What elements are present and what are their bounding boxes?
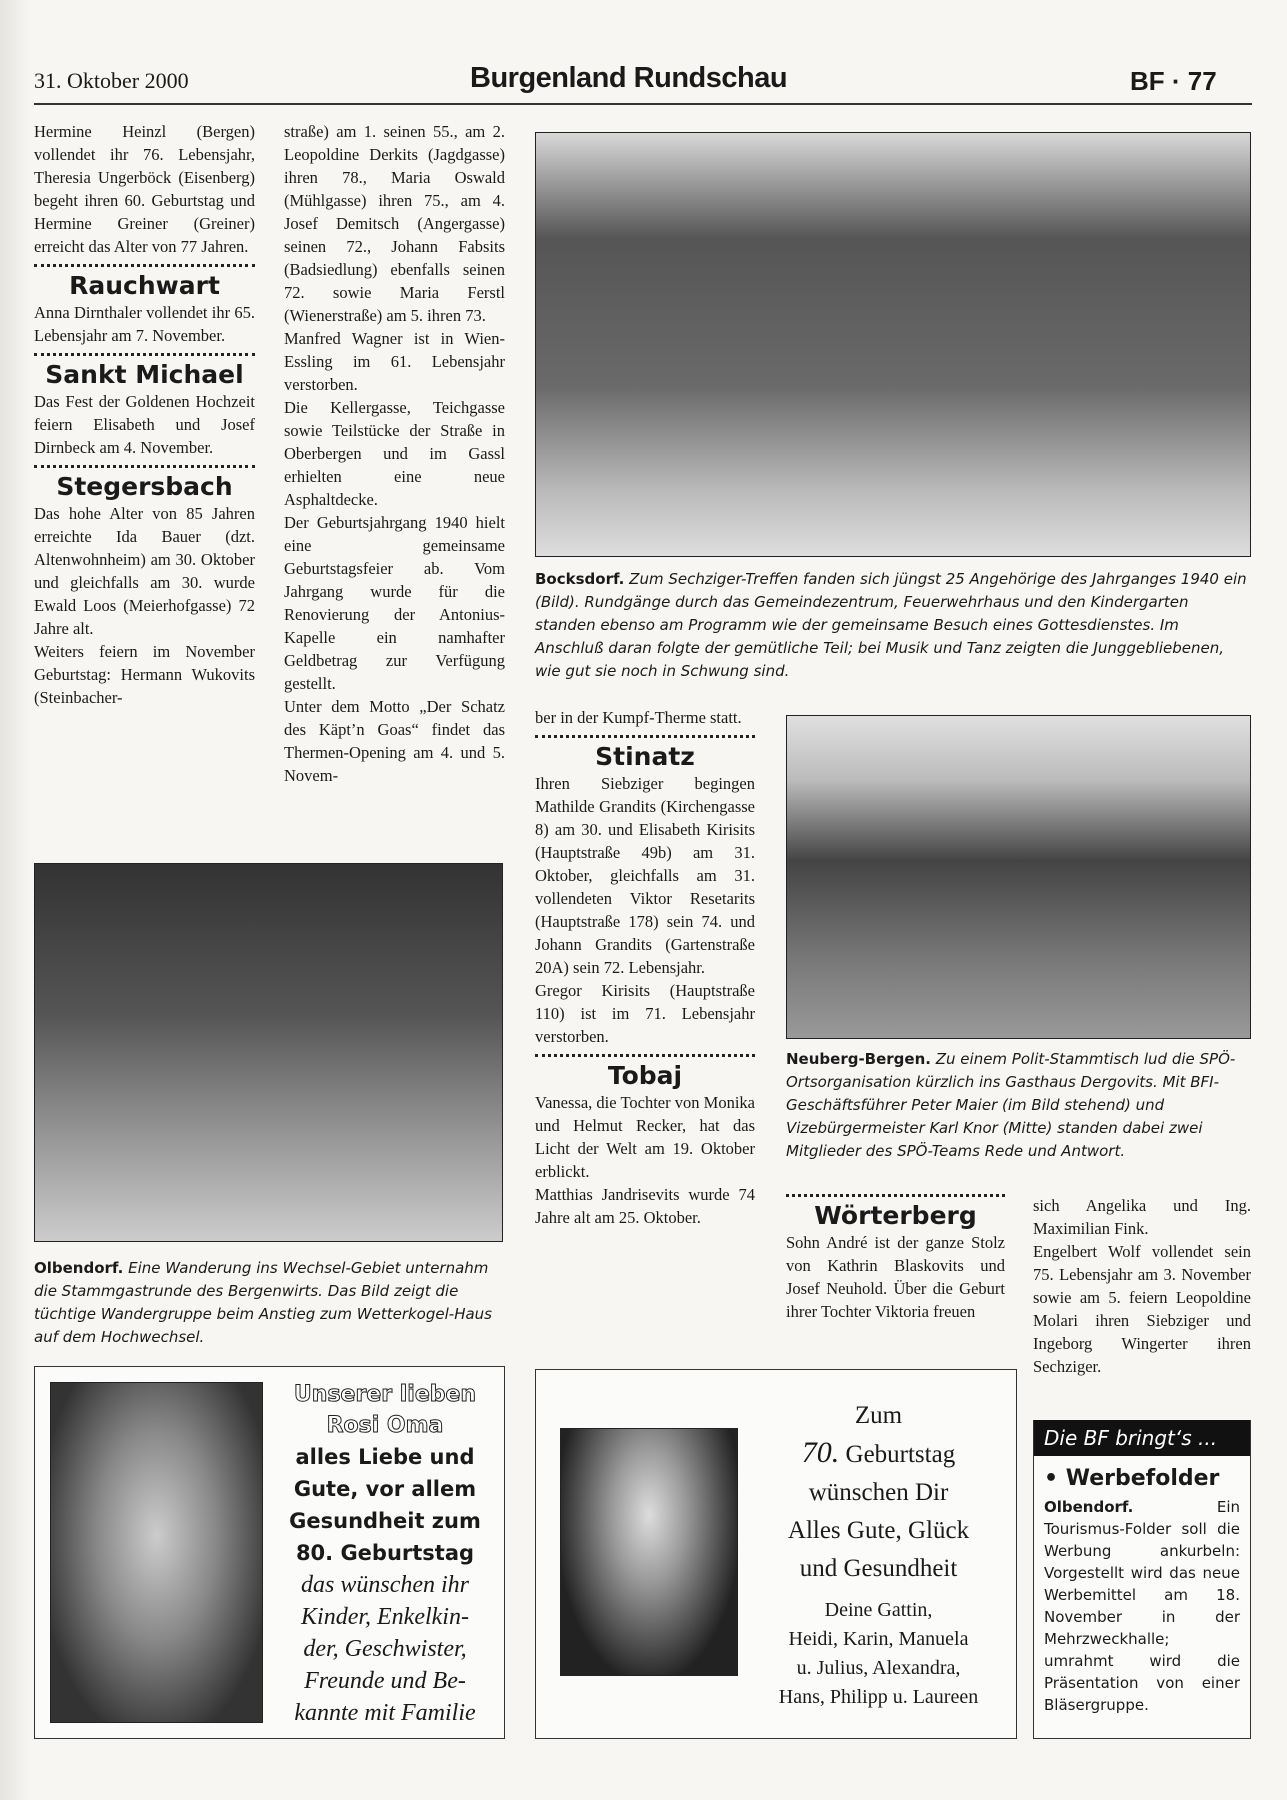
ad-line: kannte mit Familie xyxy=(294,1700,476,1726)
ad-line: Gute, vor allem xyxy=(293,1477,477,1501)
ad-line: Kinder, Enkelkin- xyxy=(301,1604,469,1630)
bf-bringts-box xyxy=(1033,1420,1251,1739)
article-text: Das hohe Alter von 85 Jahren erreichte Ida Bauer (dzt. Altenwohnheim) am 30. Oktober und gleichfalls am 30. wurde Ewald Loos (Meierhofgasse) 72 Jahre alt. xyxy=(34,504,255,638)
birthday-ad-70 xyxy=(535,1369,1017,1739)
box-heading: • Werbefolder xyxy=(1044,1466,1220,1491)
divider xyxy=(535,1054,755,1057)
article-text: Anna Dirnthaler vollendet ihr 65. Lebensjahr am 7. November. xyxy=(34,303,255,345)
man-portrait-photo xyxy=(560,1428,738,1676)
woerterberg-column xyxy=(786,1194,1005,1323)
caption-place: Bocksdorf. xyxy=(535,570,625,588)
issue-date: 31. Oktober 2000 xyxy=(34,68,189,93)
article-text: Ihren Siebziger begingen Mathilde Grandits (Kirchengasse 8) am 30. und Elisabeth Kirisits (Hauptstraße 49b) am 31. Oktober, gleichfalls am 31. vollendeten Viktor Resetarits (Hauptstraße 178) sein 74. und Johann Grandits (Gartenstraße 20A) sein 72. Lebensjahr. xyxy=(535,774,755,977)
header-rule xyxy=(34,103,1252,105)
ad-signature: u. Julius, Alexandra, xyxy=(796,1657,961,1679)
oma-portrait-photo xyxy=(50,1382,263,1723)
caption-place: Neuberg-Bergen. xyxy=(786,1050,931,1068)
article-text: Engelbert Wolf vollendet sein 75. Lebensjahr am 3. November sowie am 5. feiern Leopoldine Molari ihren Siebziger und Ingeborg Wingerter ihren Sechziger. xyxy=(1033,1242,1251,1376)
ad-text xyxy=(270,1379,500,1729)
olbendorf-caption xyxy=(34,1257,503,1349)
ad-number: 70. xyxy=(801,1436,840,1469)
article-text: sich Angelika und Ing. Maximilian Fink. xyxy=(1033,1196,1251,1238)
neuberg-caption xyxy=(786,1048,1251,1163)
section-heading: Rauchwart xyxy=(69,271,220,300)
section-heading: Tobaj xyxy=(607,1061,683,1090)
box-title: Die BF bringt‘s ... xyxy=(1034,1420,1250,1456)
article-text: Gregor Kirisits (Hauptstraße 110) ist im 71. Lebensjahr verstorben. xyxy=(535,981,755,1046)
newspaper-title: Burgenland Rundschau xyxy=(470,62,788,94)
section-heading: Wörterberg xyxy=(814,1201,977,1230)
ad-line: Freunde und Be- xyxy=(304,1668,466,1694)
column-3 xyxy=(535,706,755,1229)
ad-line: der, Geschwister, xyxy=(303,1636,467,1662)
birthday-ad-rosi-oma xyxy=(34,1366,505,1739)
neuberg-stammtisch-photo xyxy=(786,715,1251,1039)
article-text: Matthias Jandrisevits wurde 74 Jahre alt am 25. Oktober. xyxy=(535,1185,755,1227)
article-text: Das Fest der Goldenen Hochzeit feiern Elisabeth und Josef Dirnbeck am 4. November. xyxy=(34,392,255,457)
divider xyxy=(34,264,255,267)
divider xyxy=(535,735,755,738)
ad-line: und Gesundheit xyxy=(799,1555,958,1582)
ad-line: Alles Gute, Glück xyxy=(787,1517,970,1544)
ad-line: alles Liebe und xyxy=(295,1445,475,1469)
page-number: BF · 77 xyxy=(1130,66,1217,96)
box-text xyxy=(1044,1496,1240,1716)
column-2 xyxy=(284,120,505,787)
caption-place: Olbendorf. xyxy=(34,1259,124,1277)
column-1 xyxy=(34,120,255,709)
ad-signature: Hans, Philipp u. Laureen xyxy=(778,1686,979,1708)
article-text: straße) am 1. seinen 55., am 2. Leopoldine Derkits (Jagdgasse) ihren 78., Maria Oswald (Mühlgasse) ihren 75., am 4. Josef Demitsch (Angergasse) seinen 72., Johann Fabsits (Badsiedlung) ebenfalls seinen 72. sowie Maria Ferstl (Wienerstraße) am 5. ihren 73. xyxy=(284,122,505,325)
ad-line: Gesundheit zum xyxy=(289,1509,481,1533)
ad-line: 80. Geburtstag xyxy=(295,1541,475,1565)
article-text: Manfred Wagner ist in Wien-Essling im 61. Lebensjahr verstorben. xyxy=(284,329,505,394)
article-text: ber in der Kumpf-Therme statt. xyxy=(535,708,742,727)
box-content xyxy=(1034,1456,1250,1722)
ad-line: wünschen Dir xyxy=(808,1479,949,1506)
ad-line: Geburtstag xyxy=(845,1441,956,1468)
ad-signature: Heidi, Karin, Manuela xyxy=(788,1628,969,1650)
article-text: Unter dem Motto „Der Schatz des Käpt’n Goas“ findet das Thermen-Opening am 4. und 5. Novem- xyxy=(284,697,505,785)
bocksdorf-group-photo xyxy=(535,132,1251,557)
caption-text: Zu einem Polit-Stammtisch lud die SPÖ-Ortsorganisation kürzlich ins Gasthaus Dergovits. Mit BFI-Geschäftsführer Peter Maier (im Bild stehend) und Vizebürgermeister Karl Knor (Mitte) standen dabei zwei Mitglieder des SPÖ-Teams Rede und Antwort. xyxy=(786,1050,1236,1160)
ad-text xyxy=(746,1398,1011,1712)
ad-line: Zum xyxy=(854,1402,903,1429)
divider xyxy=(786,1194,1005,1197)
article-text: Hermine Heinzl (Bergen) vollendet ihr 76. Lebensjahr, Theresia Ungerböck (Eisenberg) begeht ihren 60. Geburtstag und Hermine Greiner (Greiner) erreicht das Alter von 77 Jahren. xyxy=(34,122,255,256)
caption-text: Zum Sechziger-Treffen fanden sich jüngst 25 Angehörige des Jahrganges 1940 ein (Bild). Rundgänge durch das Gemeindezentrum, Feuerwehrhaus und den Kindergarten standen ebenso am Programm wie der gemeinsame Besuch eines Gottesdienstes. Im Anschluß daran folgte der gemütliche Teil; bei Musik und Tanz zeigten die Junggebliebenen, wie gut sie noch in Schwung sind. xyxy=(535,570,1247,680)
column-5 xyxy=(1033,1194,1251,1378)
caption-text: Eine Wanderung ins Wechsel-Gebiet unternahm die Stammgastrunde des Bergenwirts. Das Bild zeigt die tüchtige Wandergruppe beim Anstieg zum Wetterkogel-Haus auf dem Hochwechsel. xyxy=(34,1259,492,1346)
section-heading: Stegersbach xyxy=(56,472,233,501)
box-place: Olbendorf. xyxy=(1044,1498,1134,1516)
article-text: Der Geburtsjahrgang 1940 hielt eine gemeinsame Geburtstagsfeier ab. Vom Jahrgang wurde für die Renovierung der Antonius-Kapelle ein namhafter Geldbetrag zur Verfügung gestellt. xyxy=(284,513,505,693)
page-edge-shadow xyxy=(0,0,30,1800)
article-text: Die Kellergasse, Teichgasse sowie Teilstücke der Straße in Oberbergen und im Gassl erhielten eine neue Asphaltdecke. xyxy=(284,398,505,509)
article-text: Vanessa, die Tochter von Monika und Helmut Recker, hat das Licht der Welt am 19. Oktober erblickt. xyxy=(535,1093,755,1181)
olbendorf-hiking-photo xyxy=(34,863,503,1242)
section-heading: Stinatz xyxy=(595,742,695,771)
divider xyxy=(34,353,255,356)
article-text: Sohn André ist der ganze Stolz von Kathrin Blaskovits und Josef Neuhold. Über die Geburt ihrer Tochter Viktoria freuen xyxy=(786,1233,1005,1321)
bocksdorf-caption xyxy=(535,568,1251,683)
ad-heading: Unserer lieben xyxy=(293,1382,477,1407)
ad-heading: Rosi Oma xyxy=(326,1413,444,1438)
box-body: Ein Tourismus-Folder soll die Werbung ankurbeln: Vorgestellt wird das neue Werbemittel am 18. November in der Mehrzweckhalle; umrahmt wird die Präsentation von einer Bläsergruppe. xyxy=(1044,1498,1240,1714)
ad-signature: Deine Gattin, xyxy=(824,1599,933,1621)
section-heading: Sankt Michael xyxy=(45,360,244,389)
article-text: Weiters feiern im November Geburtstag: Hermann Wukovits (Steinbacher- xyxy=(34,642,255,707)
ad-line: das wünschen ihr xyxy=(301,1572,469,1598)
divider xyxy=(34,465,255,468)
